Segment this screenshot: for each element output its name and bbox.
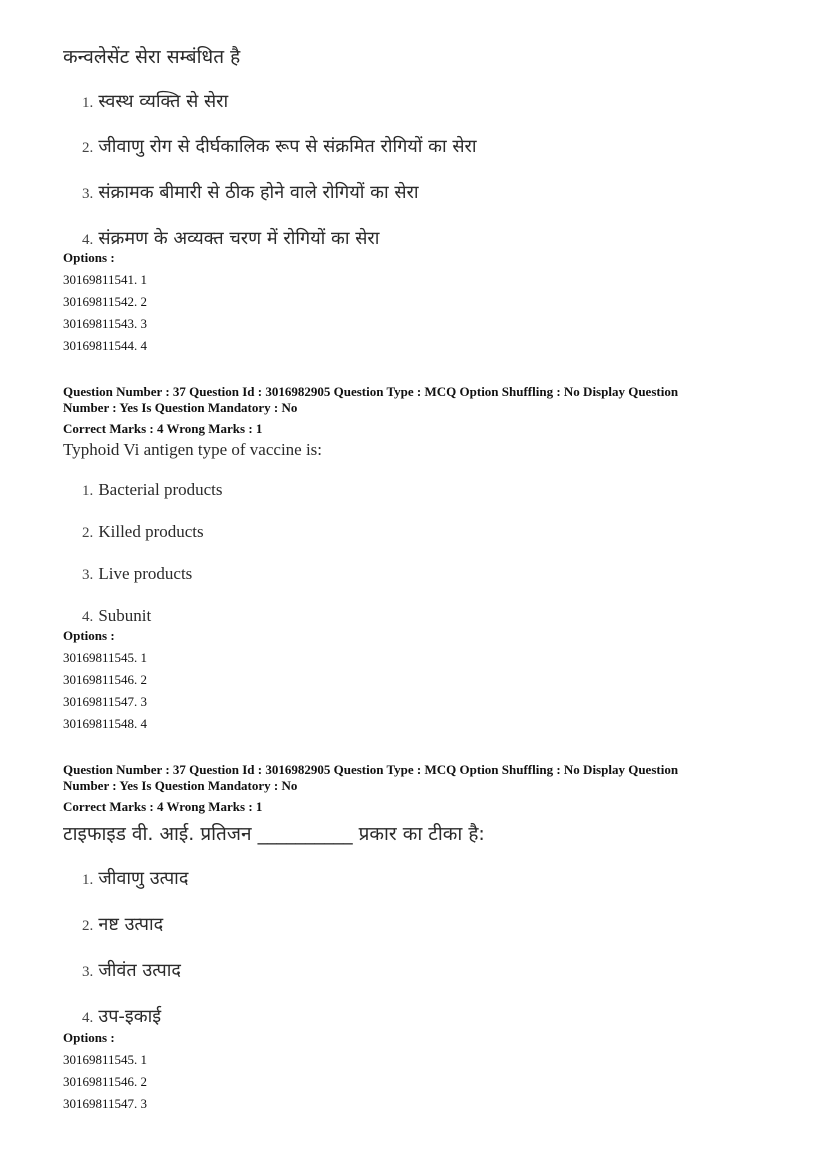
option-text: Bacterial products [98, 480, 223, 499]
option-number: 3. [82, 567, 94, 583]
option-item [82, 226, 379, 250]
option-item [82, 866, 188, 890]
option-number: 4. [82, 1010, 94, 1026]
option-item [82, 564, 192, 584]
question-meta [63, 384, 773, 416]
option-text: संक्रमण के अव्यक्त चरण में रोगियों का सेरा [98, 228, 380, 249]
question-meta-line: Question Number : 37 Question Id : 3016982905 Question Type : MCQ Option Shuffling : No Display Question [63, 384, 679, 399]
options-label: Options : [63, 628, 115, 643]
option-text: स्वस्थ व्यक्ति से सेरा [98, 91, 229, 112]
option-text: उप-इकाई [98, 1006, 162, 1027]
option-code: 30169811546. 2 [63, 1074, 148, 1089]
question-text: Typhoid Vi antigen type of vaccine is: [63, 440, 323, 459]
options-label: Options : [63, 250, 115, 265]
option-number: 4. [82, 609, 94, 625]
option-code: 30169811546. 2 [63, 672, 148, 687]
question-marks: Correct Marks : 4 Wrong Marks : 1 [63, 799, 263, 814]
option-code: 30169811545. 1 [63, 650, 148, 665]
option-item [82, 958, 181, 982]
option-item [82, 180, 419, 204]
question-meta-line: Number : Yes Is Question Mandatory : No [63, 400, 298, 415]
question-meta [63, 762, 773, 794]
option-number: 1. [82, 872, 94, 888]
option-code: 30169811542. 2 [63, 294, 148, 309]
option-number: 3. [82, 186, 94, 202]
option-item [82, 522, 204, 542]
question-meta-line: Number : Yes Is Question Mandatory : No [63, 778, 298, 793]
option-item [82, 1004, 161, 1028]
option-code: 30169811541. 1 [63, 272, 148, 287]
option-code: 30169811544. 4 [63, 338, 148, 353]
option-number: 1. [82, 483, 94, 499]
option-item [82, 134, 477, 158]
question-meta-line: Question Number : 37 Question Id : 3016982905 Question Type : MCQ Option Shuffling : No Display Question [63, 762, 679, 777]
option-text: जीवाणु उत्पाद [98, 868, 189, 889]
option-text: नष्ट उत्पाद [98, 914, 164, 935]
option-text: जीवाणु रोग से दीर्घकालिक रूप से संक्रमित रोगियों का सेरा [98, 136, 477, 157]
question-text: टाइफाइड वी. आई. प्रतिजन __________ प्रकार का टीका है: [63, 823, 485, 845]
option-number: 2. [82, 525, 94, 541]
option-number: 2. [82, 140, 94, 156]
option-number: 2. [82, 918, 94, 934]
option-item [82, 480, 223, 500]
option-code: 30169811547. 3 [63, 1096, 148, 1111]
option-code: 30169811548. 4 [63, 716, 148, 731]
option-item [82, 912, 163, 936]
option-number: 3. [82, 964, 94, 980]
option-number: 4. [82, 232, 94, 248]
option-text: संक्रामक बीमारी से ठीक होने वाले रोगियों का सेरा [98, 182, 419, 203]
question-marks: Correct Marks : 4 Wrong Marks : 1 [63, 421, 263, 436]
option-code: 30169811545. 1 [63, 1052, 148, 1067]
option-text: Live products [98, 564, 193, 583]
option-number: 1. [82, 95, 94, 111]
option-item [82, 89, 228, 113]
option-code: 30169811543. 3 [63, 316, 148, 331]
question-text: कन्वलेसेंट सेरा सम्बंधित है [63, 46, 241, 68]
option-text: Killed products [98, 522, 204, 541]
options-label: Options : [63, 1030, 115, 1045]
option-item [82, 606, 151, 626]
option-text: Subunit [98, 606, 152, 625]
option-text: जीवंत उत्पाद [98, 960, 181, 981]
option-code: 30169811547. 3 [63, 694, 148, 709]
